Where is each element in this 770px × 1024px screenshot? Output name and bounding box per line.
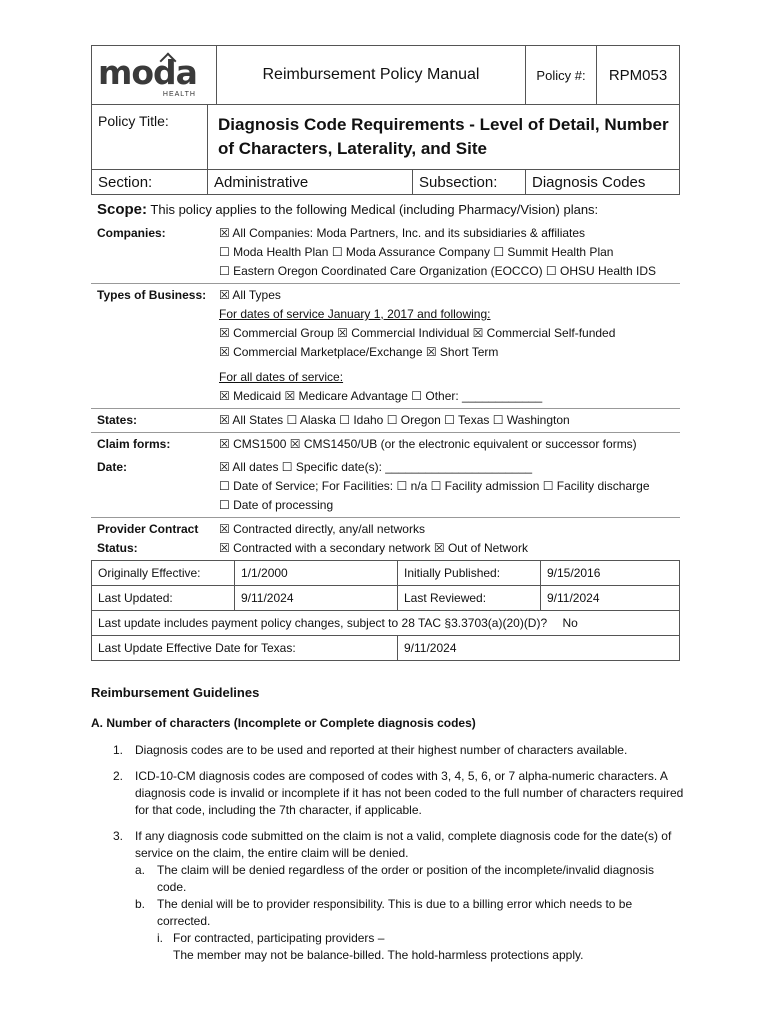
provider-line: ☒ Contracted with a secondary network ☒ Out of Network — [219, 541, 528, 555]
provider-values — [213, 518, 680, 561]
section-table — [91, 169, 680, 195]
companies-line: ☐ Eastern Oregon Coordinated Care Organization (EOCCO) ☐ OHSU Health IDS — [219, 264, 657, 278]
date-label: Date: — [97, 460, 128, 474]
date-line: ☐ Date of processing — [219, 498, 334, 512]
logo-wordmark: moda — [98, 53, 197, 92]
states-label: States: — [91, 409, 213, 433]
policy-header-block — [91, 45, 680, 661]
manual-title: Reimbursement Policy Manual — [217, 46, 526, 105]
tac-text: Last update includes payment policy changes, subject to 28 TAC §3.3703(a)(20)(D)? — [98, 616, 548, 630]
sub-list-letter: b. — [135, 897, 146, 911]
sub-sub-list-item — [157, 930, 686, 964]
list-text: If any diagnosis code submitted on the claim is not a valid, complete diagnosis code for the date(s) of service on the claim, the entire claim will be denied. — [135, 829, 672, 860]
sub-sub-list-numeral: i. — [157, 931, 163, 945]
section-a-heading: A. Number of characters (Incomplete or Complete diagnosis codes) — [91, 716, 476, 730]
sub-list-text: The claim will be denied regardless of the order or position of the incomplete/invalid diagnosis code. — [157, 863, 654, 894]
states-values: ☒ All States ☐ Alaska ☐ Idaho ☐ Oregon ☐ Texas ☐ Washington — [213, 409, 680, 433]
published-label: Initially Published: — [398, 561, 541, 586]
tac-answer: No — [562, 616, 578, 630]
companies-values — [213, 222, 680, 284]
business-line: ☒ Commercial Marketplace/Exchange ☒ Short Term — [219, 345, 499, 359]
policy-number: RPM053 — [597, 46, 680, 105]
logo-subtext: HEALTH — [162, 91, 196, 98]
subsection-label: Subsection: — [413, 170, 526, 195]
section-label: Section: — [92, 170, 208, 195]
list-number: 2. — [113, 769, 124, 783]
title-table — [91, 104, 680, 170]
logo-cell — [92, 46, 217, 105]
guidelines-body — [91, 684, 686, 964]
dates-table — [91, 560, 680, 661]
companies-line: ☒ All Companies: Moda Partners, Inc. and its subsidiaries & affiliates — [219, 226, 586, 240]
orig-effective-label: Originally Effective: — [92, 561, 235, 586]
business-line: For all dates of service: — [219, 370, 344, 384]
claims-values: ☒ CMS1500 ☒ CMS1450/UB (or the electronic equivalent or successor forms) — [213, 433, 680, 457]
list-text: Diagnosis codes are to be used and reported at their highest number of characters available. — [135, 743, 628, 757]
orig-effective: 1/1/2000 — [235, 561, 398, 586]
texas-date: 9/11/2024 — [398, 636, 680, 661]
sub-list-item — [135, 862, 686, 896]
sub-sub-list-text — [173, 930, 583, 964]
reviewed: 9/11/2024 — [541, 586, 680, 611]
policy-title: Diagnosis Code Requirements - Level of Detail, Number of Characters, Laterality, and Site — [208, 105, 680, 170]
guidelines-heading: Reimbursement Guidelines — [91, 685, 260, 700]
scope-text: This policy applies to the following Medical (including Pharmacy/Vision) plans: — [150, 202, 599, 217]
business-line: ☒ Commercial Group ☒ Commercial Individual ☒ Commercial Self-funded — [219, 326, 616, 340]
texas-label: Last Update Effective Date for Texas: — [92, 636, 398, 661]
tac-row — [92, 611, 680, 636]
sub-list-letter: a. — [135, 863, 146, 877]
sub-sub-line: The member may not be balance-billed. The hold-harmless protections apply. — [173, 948, 584, 962]
reviewed-label: Last Reviewed: — [398, 586, 541, 611]
provider-label: Provider Contract Status: — [91, 518, 213, 561]
provider-line: ☒ Contracted directly, any/all networks — [219, 522, 425, 536]
list-item — [113, 742, 686, 759]
sub-sub-line: For contracted, participating providers – — [173, 931, 385, 945]
business-line: For dates of service January 1, 2017 and following: — [219, 307, 491, 321]
business-line: ☒ Medicaid ☒ Medicare Advantage ☐ Other: ____________ — [219, 389, 543, 403]
list-number: 1. — [113, 743, 124, 757]
header-table — [91, 45, 680, 105]
subsection-value: Diagnosis Codes — [526, 170, 680, 195]
list-item — [113, 828, 686, 862]
moda-health-logo — [98, 53, 198, 97]
published: 9/15/2016 — [541, 561, 680, 586]
sub-list-item — [135, 896, 686, 930]
date-line: ☐ Date of Service; For Facilities: ☐ n/a ☐ Facility admission ☐ Facility discharge — [219, 479, 650, 493]
business-line: ☒ All Types — [219, 288, 281, 302]
section-value: Administrative — [208, 170, 413, 195]
list-item — [113, 768, 686, 819]
scope-label: Scope: — [97, 201, 148, 218]
updated: 9/11/2024 — [235, 586, 398, 611]
business-values — [213, 284, 680, 409]
applicability-grid — [91, 222, 680, 560]
updated-label: Last Updated: — [92, 586, 235, 611]
policy-title-label: Policy Title: — [92, 105, 208, 170]
list-text: ICD-10-CM diagnosis codes are composed of codes with 3, 4, 5, 6, or 7 alpha-numeric characters. A diagnosis code is invalid or incomplete if it has not been coded to the full number of characters required for that code, including the 7th character, if applicable. — [135, 769, 684, 817]
list-number: 3. — [113, 829, 124, 843]
sub-list-text: The denial will be to provider responsibility. This is due to a billing error which needs to be corrected. — [157, 897, 633, 928]
date-line: ☒ All dates ☐ Specific date(s): ______________________ — [219, 460, 533, 474]
scope-line — [91, 195, 680, 222]
policy-number-label: Policy #: — [526, 46, 597, 105]
companies-label: Companies: — [97, 226, 166, 240]
claims-label: Claim forms: — [91, 433, 213, 457]
date-values — [213, 456, 680, 518]
companies-line: ☐ Moda Health Plan ☐ Moda Assurance Company ☐ Summit Health Plan — [219, 245, 614, 259]
business-label: Types of Business: — [91, 284, 213, 409]
